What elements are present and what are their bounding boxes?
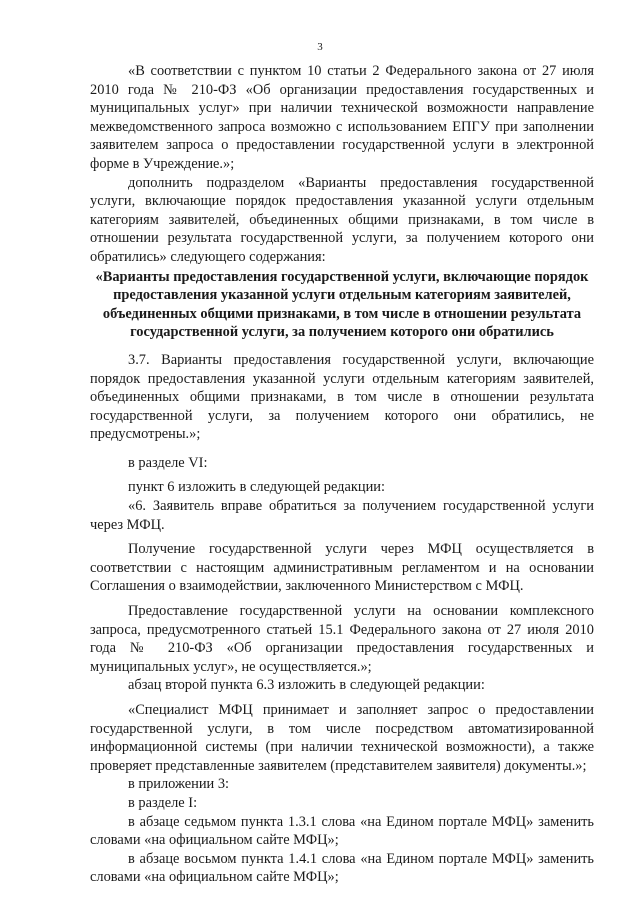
paragraph-item-6: «6. Заявитель вправе обратиться за получением государственной услуги через МФЦ. [90, 498, 594, 533]
paragraph-complex-request: Предоставление государственной услуги на основании комплексного запроса, предусмотренного статьей 15.1 Федерального закона от 27 июля 2010 года № 210-ФЗ «Об организации предоставления государственных и муниципальных услуг», не осуществляется.»; [90, 603, 594, 675]
paragraph-section-i: в разделе I: [128, 794, 198, 811]
paragraph-epgu-quote: «В соответствии с пунктом 10 статьи 2 Федерального закона от 27 июля 2010 года № 210-ФЗ «Об организации предоставления государственных и муниципальных услуг» при наличии технической возможности направление межведомственного запроса возможно с использованием ЕПГУ при заполнении заявителем запроса о предоставлении государственной услуги в электронной форме в Учреждение.»; [90, 63, 594, 172]
paragraph-1-3-1: в абзаце седьмом пункта 1.3.1 слова «на Едином портале МФЦ» заменить словами «на официальном сайте МФЦ»; [90, 813, 594, 849]
paragraph-mfc-specialist: «Специалист МФЦ принимает и заполняет запрос о предоставлении государственной услуги, в том числе посредством автоматизированной информационной системы (при наличии технической возможности), а также проверяет представленные заявителем (представителем заявителя) документы.»; [90, 702, 594, 774]
paragraph-1-4-1: в абзаце восьмом пункта 1.4.1 слова «на Едином портале МФЦ» заменить словами «на официальном сайте МФЦ»; [90, 850, 594, 886]
paragraph-item-6-intro: пункт 6 изложить в следующей редакции: [128, 479, 385, 496]
paragraph-appendix-3: в приложении 3: [128, 776, 230, 793]
subsection-heading: «Варианты предоставления государственной услуги, включающие порядок предоставления указанной услуги отдельным категориям заявителей, объединенных общими признаками, в том числе в отношении результата государственной услуги, за получением которого они обратились [95, 268, 589, 341]
page-number: 3 [317, 41, 323, 53]
paragraph-mfc-soglashenie: Получение государственной услуги через МФЦ осуществляется в соответствии с настоящим административным регламентом и на основании Соглашения о взаимодействии, заключенного Министерством с МФЦ. [90, 541, 594, 595]
document-body [90, 62, 594, 887]
paragraph-section-vi: в разделе VI: [128, 454, 208, 471]
paragraph-6-3-intro: абзац второй пункта 6.3 изложить в следующей редакции: [128, 677, 485, 694]
paragraph-3-7: 3.7. Варианты предоставления государственной услуги, включающие порядок предоставления указанной услуги отдельным категориям заявителей, объединенных общими признаками, в том числе в отношении результата государственной услуги, за получением которого они обратились, не предусмотрены.»; [90, 351, 594, 443]
paragraph-add-subsection: дополнить подразделом «Варианты предоставления государственной услуги, включающие порядок предоставления указанной услуги отдельным категориям заявителей, объединенных общими признаками, в том числе в отношении результата государственной услуги, за получением которого они обратились» следующего содержания: [90, 174, 594, 265]
